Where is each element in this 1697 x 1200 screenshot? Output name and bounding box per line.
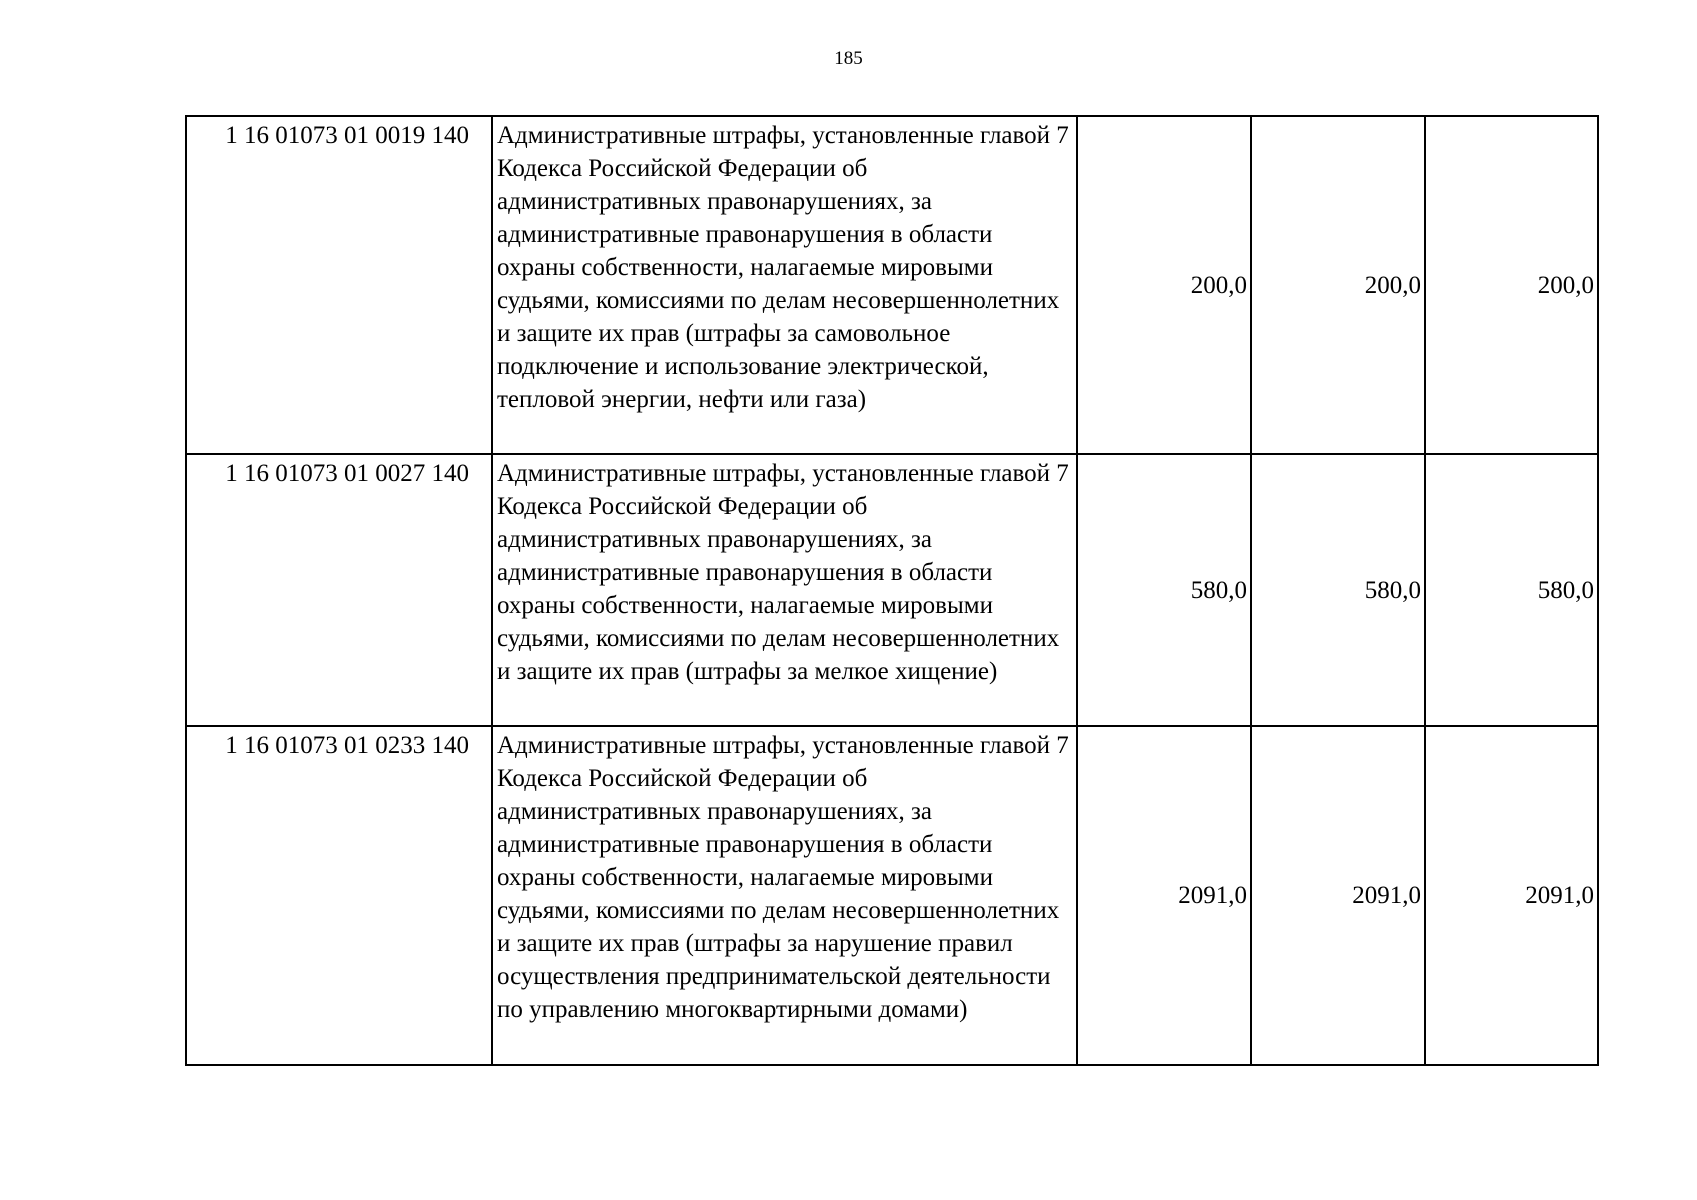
table-row	[186, 454, 1598, 726]
budget-revenue-table	[185, 115, 1599, 1066]
description-cell: Административные штрафы, установленные главой 7 Кодекса Российской Федерации об административных правонарушениях, за административные правонарушения в области охраны собственности, налагаемые мировыми судьями, комиссиями по делам несовершеннолетних и защите их прав (штрафы за самовольное подключение и использование электрической, тепловой энергии, нефти или газа)	[492, 116, 1077, 454]
description-cell: Административные штрафы, установленные главой 7 Кодекса Российской Федерации об административных правонарушениях, за административные правонарушения в области охраны собственности, налагаемые мировыми судьями, комиссиями по делам несовершеннолетних и защите их прав (штрафы за мелкое хищение)	[492, 454, 1077, 726]
amount-cell-year-3: 2091,0	[1425, 726, 1598, 1065]
amount-cell-year-1: 200,0	[1077, 116, 1251, 454]
amount-cell-year-3: 200,0	[1425, 116, 1598, 454]
table-row	[186, 116, 1598, 454]
budget-code-cell: 1 16 01073 01 0027 140	[186, 454, 492, 726]
amount-cell-year-2: 580,0	[1251, 454, 1425, 726]
budget-code-cell: 1 16 01073 01 0019 140	[186, 116, 492, 454]
amount-cell-year-1: 580,0	[1077, 454, 1251, 726]
page-number: 185	[834, 48, 863, 69]
amount-cell-year-2: 200,0	[1251, 116, 1425, 454]
table-row	[186, 726, 1598, 1065]
budget-code-cell: 1 16 01073 01 0233 140	[186, 726, 492, 1065]
description-cell: Административные штрафы, установленные главой 7 Кодекса Российской Федерации об административных правонарушениях, за административные правонарушения в области охраны собственности, налагаемые мировыми судьями, комиссиями по делам несовершеннолетних и защите их прав (штрафы за нарушение правил осуществления предпринимательской деятельности по управлению многоквартирными домами)	[492, 726, 1077, 1065]
amount-cell-year-2: 2091,0	[1251, 726, 1425, 1065]
amount-cell-year-3: 580,0	[1425, 454, 1598, 726]
amount-cell-year-1: 2091,0	[1077, 726, 1251, 1065]
